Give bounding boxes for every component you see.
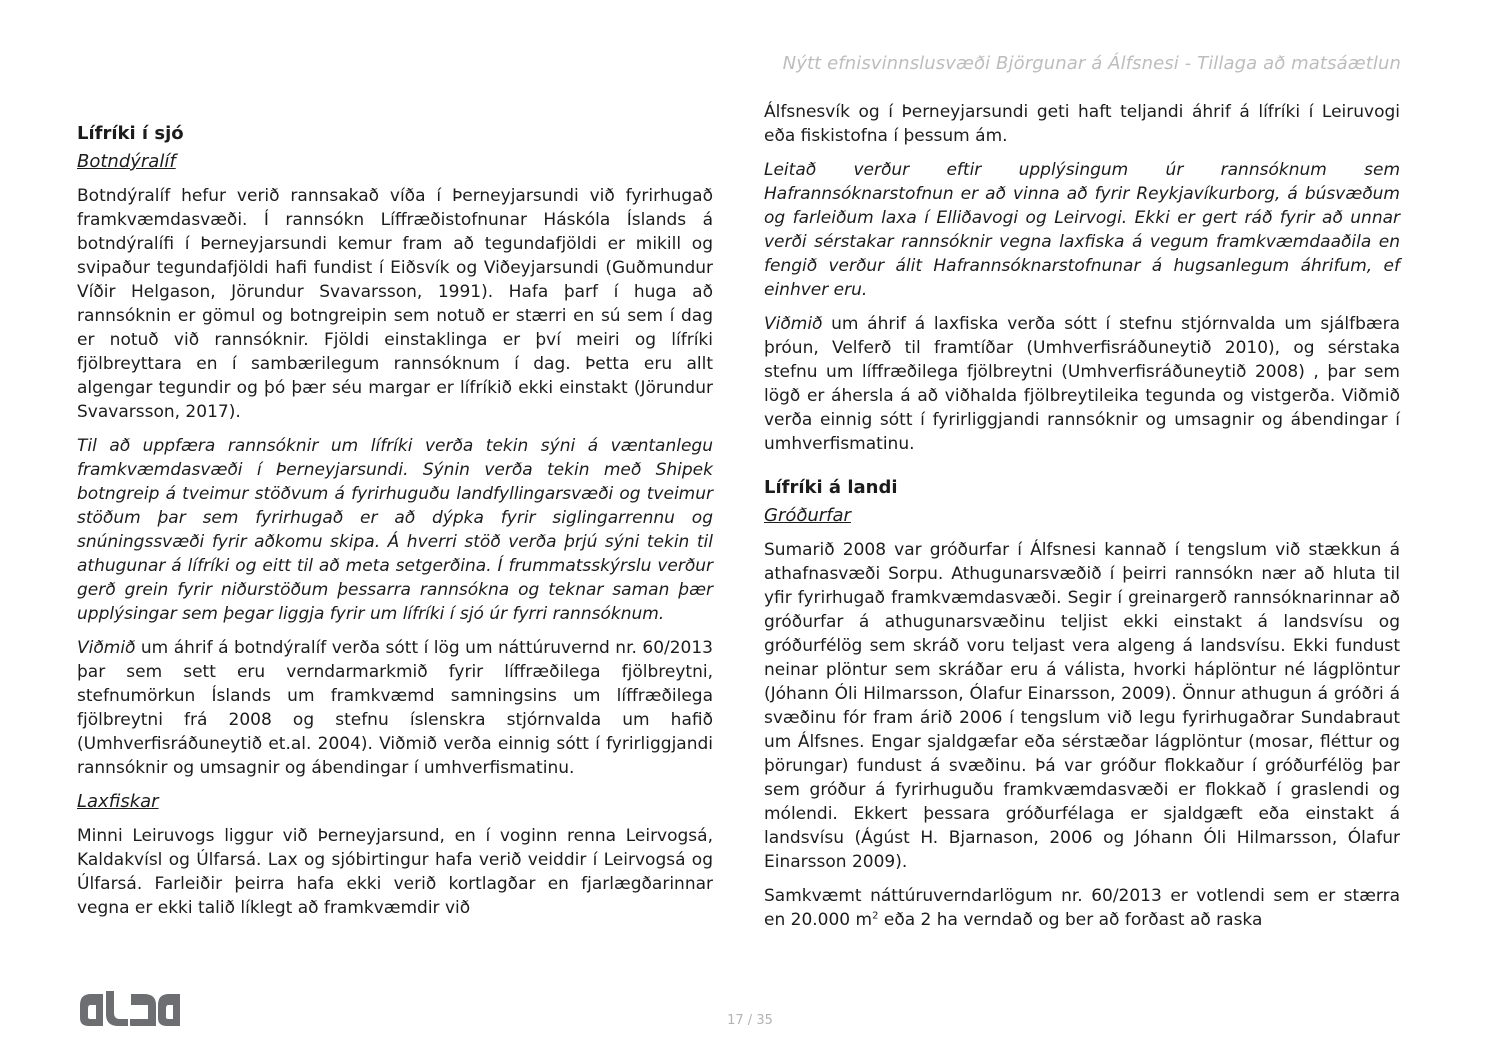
paragraph-vegetation-2 <box>764 884 1400 932</box>
paragraph-salmonids-criteria <box>764 312 1400 456</box>
wetland-text-b: eða 2 ha verndað og ber að forðast að raska <box>878 910 1263 930</box>
paragraph-benthic-3 <box>77 636 713 780</box>
subheading-vegetation: Gróðurfar <box>764 505 851 526</box>
page-separator: / <box>743 1013 757 1028</box>
document-header-title: Nýtt efnisvinnslusvæði Björgunar á Álfsnesi - Tillaga að matsáætlun <box>782 53 1401 74</box>
left-column <box>77 122 713 930</box>
heading-land-life: Lífríki á landi <box>764 477 898 498</box>
paragraph-vegetation-1: Sumarið 2008 var gróðurfar í Álfsnesi kannað í tengslum við stækkun á athafnasvæði Sorpu. Athugunarsvæðið í þeirri rannsókn nær að hluta til yfir fyrirhugað framkvæmdasvæði. Segir í greinargerð rannsóknarinnar að gróðurfar á athugunarsvæðinu teljist ekki einstakt á landsvísu og gróðurfélög sem skráð voru teljast vera algeng á landsvísu. Ekki fundust neinar plöntur sem skráðar eru á válista, hvorki háplöntur né lágplöntur (Jóhann Óli Hilmarsson, Ólafur Einarsson, 2009). Önnur athugun á gróðri á svæðinu fór fram árið 2006 í tengslum við legu fyrirhugaðrar Sundabraut um Álfsnes. Engar sjaldgæfar eða sérstæðar lágplöntur (mosar, fléttur og þörungar) fundust á svæðinu. Þá var gróður flokkaður í gróðurfélög þar sem gróður á fyrirhuguðu framkvæmdasvæði er flokkað í graslendi og mólendi. Ekkert þessara gróðurfélaga er sjaldgæft eða einstakt á landsvísu (Ágúst H. Bjarnason, 2006 og Jóhann Óli Hilmarsson, Ólafur Einarsson 2009). <box>764 540 1400 872</box>
page-number <box>0 1013 1500 1028</box>
criteria-text: um áhrif á botndýralíf verða sótt í lög um náttúruvernd nr. 60/2013 þar sem sett eru verndarmarkmið fyrir líffræðilega fjölbreytni, stefnumörkun Íslands um framkvæmd samningsins um líffræðilega fjölbreytni frá 2008 og stefnu íslenskra stjórnvalda um hafið (Umhverfisráðuneytið et.al. 2004). Viðmið verða einnig sótt í fyrirliggjandi rannsóknir og umsagnir og ábendingar í umhverfismatinu. <box>77 638 713 778</box>
subheading-benthic: Botndýralíf <box>77 151 176 172</box>
wetland-text-a: Samkvæmt náttúruverndarlögum nr. 60/2013 er votlendi sem er stærra en 20.000 m <box>764 886 1400 930</box>
page-total: 35 <box>756 1013 773 1028</box>
heading-marine-life: Lífríki í sjó <box>77 123 184 144</box>
superscript-2: 2 <box>872 910 879 922</box>
paragraph-benthic-2: Til að uppfæra rannsóknir um lífríki verða tekin sýni á væntanlegu framkvæmdasvæði í Þerneyjarsundi. Sýnin verða tekin með Shipek botngreip á tveimur stöðvum á fyrirhuguðu landfyllingarsvæði og tveimur stöðum þar sem fyrirhugað er að dýpka fyrir siglingarrennu og snúningssvæði fyrir aðkomu skipa. Á hverri stöð verða þrjú sýni tekin til athugunar á lífríki og eitt til að meta setgerðina. Í frummatsskýrslu verður gerð grein fyrir niðurstöðum þessarra rannsókna og teknar saman þær upplýsingar sem þegar liggja fyrir um lífríki í sjó úr fyrri rannsóknum. <box>77 436 713 624</box>
paragraph-salmonids-continued: Álfsnesvík og í Þerneyjarsundi geti haft teljandi áhrif á lífríki í Leiruvogi eða fiskistofna í þessum ám. <box>764 102 1400 146</box>
criteria-label: Viðmið <box>764 314 823 334</box>
criteria-text: um áhrif á laxfiska verða sótt í stefnu stjórnvalda um sjálfbæra þróun, Velferð til framtíðar (Umhverfisráðuneytið 2010), og sérstaka stefnu um líffræðilega fjölbreytni (Umhverfisráðuneytið 2008) , þar sem lögð er áhersla á að viðhalda fjölbreytileika tegunda og vistgerða. Viðmið verða einnig sótt í fyrirliggjandi rannsóknir og umsagnir og ábendingar í umhverfismatinu. <box>764 314 1400 454</box>
paragraph-salmonids-1: Minni Leiruvogs liggur við Þerneyjarsund, en í voginn renna Leirvogsá, Kaldakvísl og Úlfarsá. Lax og sjóbirtingur hafa verið veiddir í Leirvogsá og Úlfarsá. Farleiðir þeirra hafa ekki verið kortlagðar en fjarlægðarinnar vegna er ekki talið líklegt að framkvæmdir við <box>77 826 713 918</box>
subheading-salmonids: Laxfiskar <box>77 791 159 812</box>
paragraph-salmonids-research: Leitað verður eftir upplýsingum úr rannsóknum sem Hafrannsóknarstofnun er að vinna að fyrir Reykjavíkurborg, á búsvæðum og farleiðum laxa í Elliðavogi og Leirvogi. Ekki er gert ráð fyrir að unnar verði sérstakar rannsóknir vegna laxfiska á vegum framkvæmdaaðila en fengið verður álit Hafrannsóknarstofnunar á hugsanlegum áhrifum, ef einhver eru. <box>764 160 1400 300</box>
criteria-label: Viðmið <box>77 638 136 658</box>
right-column <box>764 100 1400 942</box>
page-current: 17 <box>727 1013 744 1028</box>
paragraph-benthic-1: Botndýralíf hefur verið rannsakað víða í Þerneyjarsundi við fyrirhugað framkvæmdasvæði. Í rannsókn Líffræðistofnunar Háskóla Íslands á botndýralífi í Þerneyjarsundi kemur fram að tegundafjöldi er mikill og svipaður tegundafjöldi hafi fundist í Eiðsvík og Viðeyjarsundi (Guðmundur Víðir Helgason, Jörundur Svavarsson, 1991). Hafa þarf í huga að rannsóknin er gömul og botngreipin sem notuð er stærri en sú sem í dag er notuð við rannsóknir. Fjöldi einstaklinga er því meiri og lífríki fjölbreyttara en í sambærilegum rannsóknum í dag. Þetta eru allt algengar tegundir og þó þær séu margar er lífríkið ekki einstakt (Jörundur Svavarsson, 2017). <box>77 186 713 422</box>
